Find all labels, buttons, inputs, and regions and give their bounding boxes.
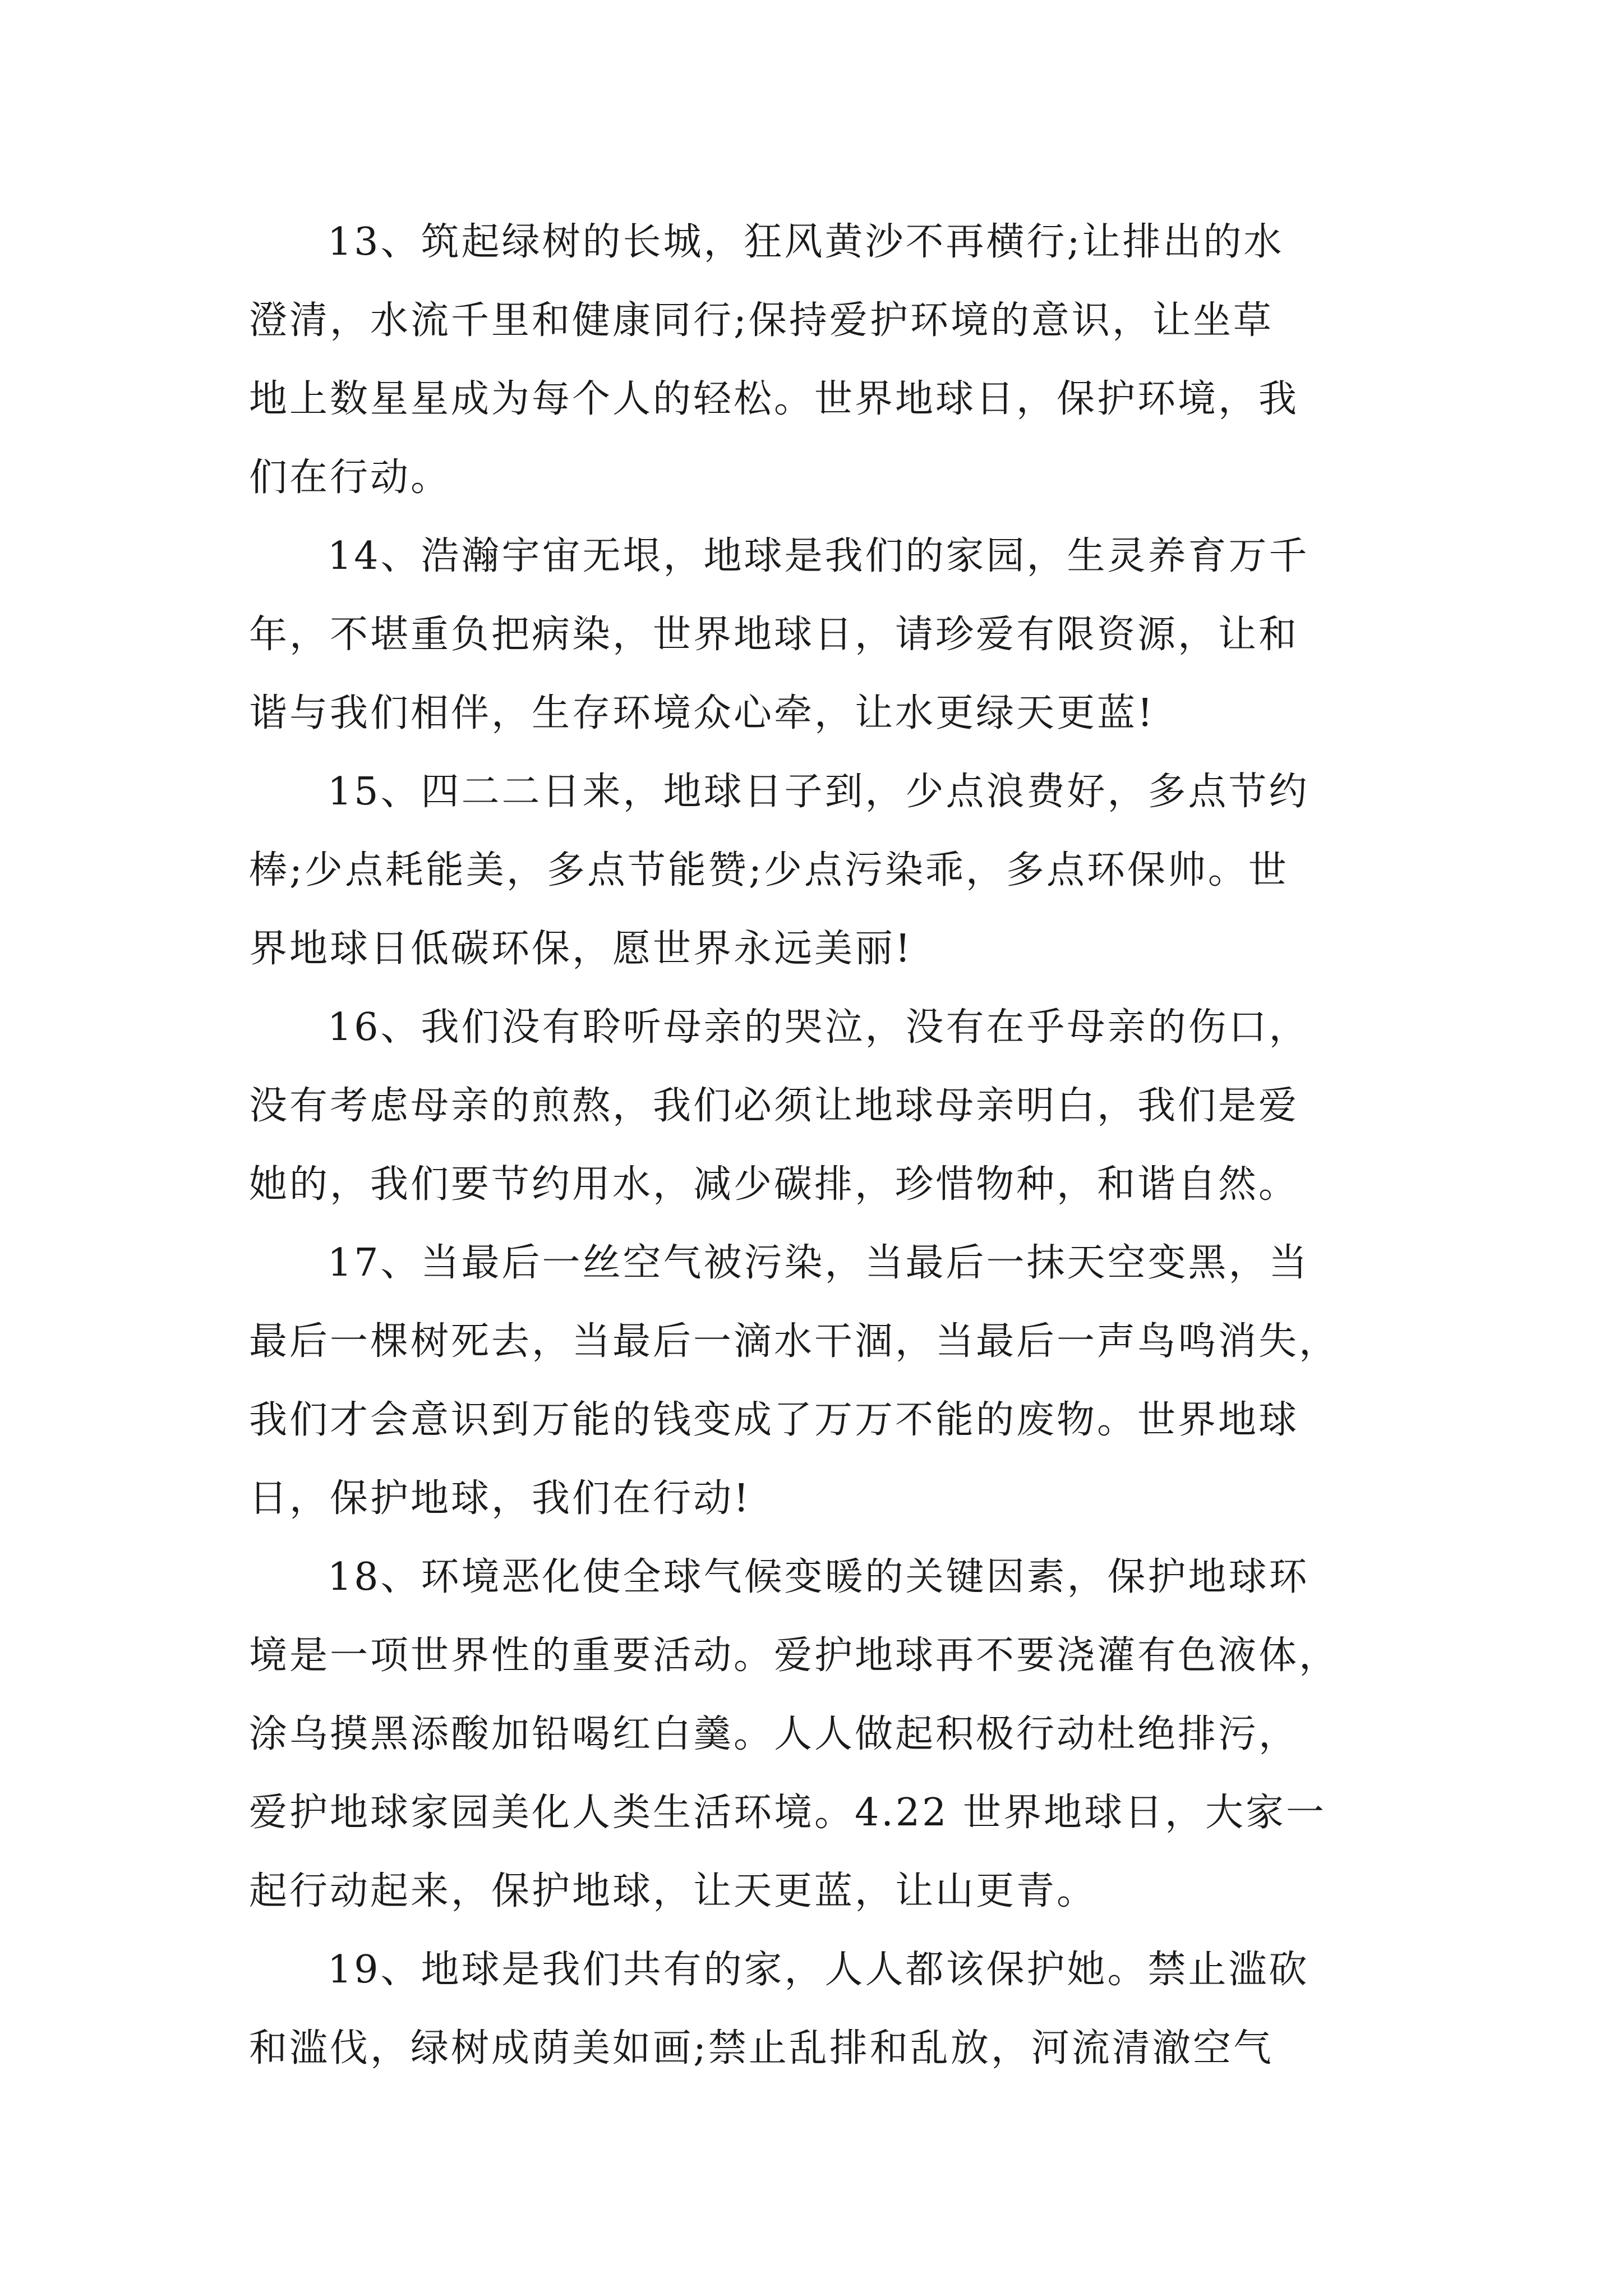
paragraph-16-line-1: 16、我们没有聆听母亲的哭泣，没有在乎母亲的伤口， (328, 1005, 1310, 1050)
paragraph-19-line-2: 和滥伐，绿树成荫美如画;禁止乱排和乱放，河流清澈空气 (249, 2026, 1274, 2070)
paragraph-14-line-2: 年，不堪重负把病染，世界地球日，请珍爱有限资源，让和 (249, 613, 1299, 657)
paragraph-13-line-1: 13、筑起绿树的长城，狂风黄沙不再横行;让排出的水 (328, 220, 1284, 264)
paragraph-16-line-3: 她的，我们要节约用水，减少碳排，珍惜物种，和谐自然。 (249, 1162, 1299, 1207)
paragraph-13-line-3: 地上数星星成为每个人的轻松。世界地球日，保护环境，我 (249, 377, 1299, 421)
paragraph-14-line-3: 谐与我们相伴，生存环境众心牵，让水更绿天更蓝! (249, 691, 1155, 735)
paragraph-15-line-2: 棒;少点耗能美，多点节能赞;少点污染乖，多点环保帅。世 (249, 848, 1289, 892)
paragraph-15-line-3: 界地球日低碳环保，愿世界永远美丽! (249, 927, 913, 971)
paragraph-18-line-5: 起行动起来，保护地球，让天更蓝，让山更青。 (249, 1869, 1098, 1913)
paragraph-14-line-1: 14、浩瀚宇宙无垠，地球是我们的家园，生灵养育万千 (328, 534, 1310, 578)
paragraph-13-line-4: 们在行动。 (249, 455, 451, 500)
paragraph-15-line-1: 15、四二二日来，地球日子到，少点浪费好，多点节约 (328, 770, 1310, 814)
paragraph-17-line-4: 日，保护地球，我们在行动! (249, 1476, 751, 1521)
paragraph-18-line-2: 境是一项世界性的重要活动。爱护地球再不要浇灌有色液体， (249, 1634, 1340, 1678)
paragraph-17-line-2: 最后一棵树死去，当最后一滴水干涸，当最后一声鸟鸣消失， (249, 1319, 1340, 1364)
paragraph-18-line-3: 涂乌摸黑添酸加铅喝红白羹。人人做起积极行动杜绝排污， (249, 1712, 1299, 1756)
paragraph-19-line-1: 19、地球是我们共有的家，人人都该保护她。禁止滥砍 (328, 1948, 1310, 1992)
paragraph-18-line-4: 爱护地球家园美化人类生活环境。4.22 世界地球日，大家一 (249, 1791, 1327, 1835)
paragraph-13-line-2: 澄清，水流千里和健康同行;保持爱护环境的意识，让坐草 (249, 298, 1274, 343)
paragraph-18-line-1: 18、环境恶化使全球气候变暖的关键因素，保护地球环 (328, 1555, 1310, 1599)
paragraph-17-line-1: 17、当最后一丝空气被污染，当最后一抹天空变黑，当 (328, 1241, 1310, 1285)
paragraph-17-line-3: 我们才会意识到万能的钱变成了万万不能的废物。世界地球 (249, 1398, 1299, 1442)
paragraph-16-line-2: 没有考虑母亲的煎熬，我们必须让地球母亲明白，我们是爱 (249, 1084, 1299, 1128)
